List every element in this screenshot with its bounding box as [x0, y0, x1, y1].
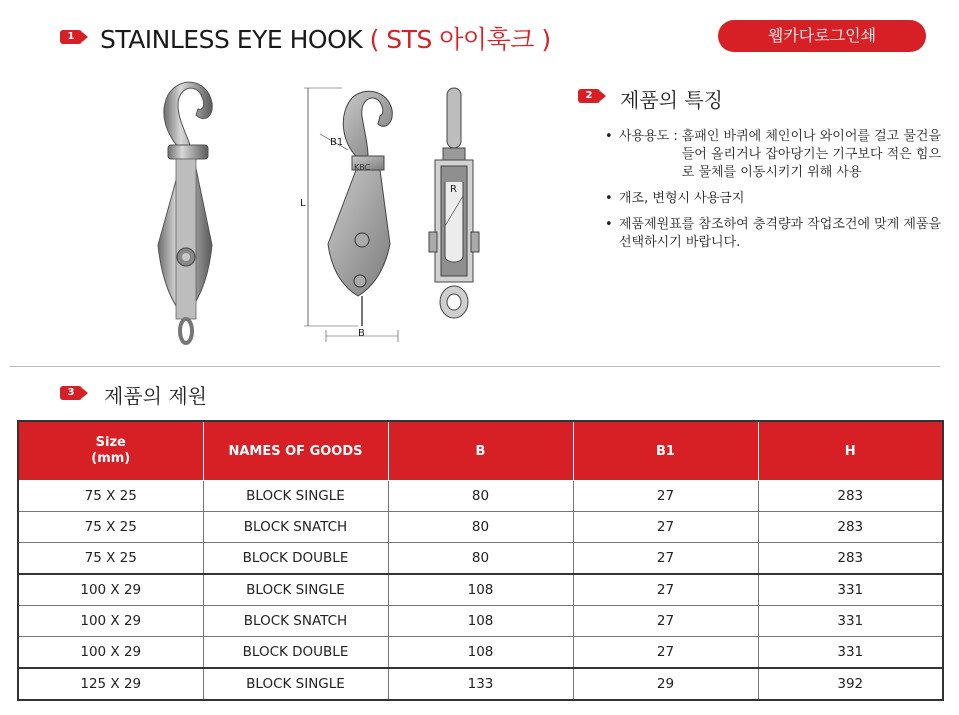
- cell-size: 75 X 25: [18, 481, 203, 512]
- cell-name: BLOCK DOUBLE: [203, 637, 388, 669]
- col-h: H: [758, 421, 943, 481]
- plate-marking: KBC: [354, 163, 371, 172]
- table-row: [18, 574, 943, 606]
- cell-h: 331: [758, 574, 943, 606]
- cell-b: 80: [388, 543, 573, 575]
- cell-b: 108: [388, 574, 573, 606]
- cell-size: 100 X 29: [18, 637, 203, 669]
- cell-b: 80: [388, 512, 573, 543]
- side-view-drawing: [298, 84, 408, 349]
- table-row: [18, 512, 943, 543]
- section-badge-2: 2: [578, 89, 600, 103]
- cell-h: 392: [758, 668, 943, 700]
- cell-size: 75 X 25: [18, 512, 203, 543]
- web-catalog-print-button[interactable]: 웹카다로그인쇄: [718, 20, 926, 52]
- r-dimension-label: R: [450, 184, 457, 195]
- cell-size: 100 X 29: [18, 574, 203, 606]
- product-photo: [138, 75, 228, 355]
- section-divider: [10, 366, 940, 367]
- cell-b1: 27: [573, 543, 758, 575]
- table-row: [18, 637, 943, 669]
- cell-h: 331: [758, 606, 943, 637]
- title-text: STAINLESS EYE HOOK: [100, 25, 363, 54]
- page-title: [100, 20, 551, 56]
- cell-b: 108: [388, 606, 573, 637]
- table-row: [18, 668, 943, 700]
- col-size: Size (mm): [18, 421, 203, 481]
- spec-heading: 제품의 제원: [104, 384, 207, 408]
- table-row: [18, 543, 943, 575]
- cell-b1: 27: [573, 512, 758, 543]
- cell-b1: 29: [573, 668, 758, 700]
- feature-usage: [605, 128, 945, 182]
- cell-name: BLOCK SINGLE: [203, 668, 388, 700]
- table-header-row: [18, 421, 943, 481]
- cell-b: 133: [388, 668, 573, 700]
- section-badge-1: 1: [60, 30, 82, 44]
- l-dimension-label: L: [300, 198, 306, 209]
- features-list: [605, 128, 945, 260]
- title-korean: ( STS 아이훅크 ): [369, 25, 551, 54]
- col-b1: B1: [573, 421, 758, 481]
- col-b: B: [388, 421, 573, 481]
- table-row: [18, 481, 943, 512]
- cell-h: 283: [758, 481, 943, 512]
- feature-selection-guide: • 제품제원표를 참조하여 충격량과 작업조건에 맞게 제품을 선택하시기 바랍니다.: [605, 216, 945, 252]
- col-names-of-goods: NAMES OF GOODS: [203, 421, 388, 481]
- cell-size: 75 X 25: [18, 543, 203, 575]
- spec-table: [17, 420, 944, 701]
- cell-h: 331: [758, 637, 943, 669]
- cell-size: 125 X 29: [18, 668, 203, 700]
- usage-label: • 사용용도 :: [619, 129, 678, 144]
- cell-size: 100 X 29: [18, 606, 203, 637]
- usage-text: 홈패인 바퀴에 체인이나 와이어를 걸고 물건을 들어 올리거나 잡아당기는 기구보다 적은 힘으로 물체를 이동시키기 위해 사용: [681, 129, 942, 180]
- feature-no-modification: • 개조, 변형시 사용금지: [605, 190, 945, 208]
- cell-name: BLOCK DOUBLE: [203, 543, 388, 575]
- b1-dimension-label: B1: [330, 137, 344, 148]
- features-heading: 제품의 특징: [620, 88, 723, 112]
- cell-b1: 27: [573, 637, 758, 669]
- cell-name: BLOCK SNATCH: [203, 606, 388, 637]
- table-row: [18, 606, 943, 637]
- cell-b1: 27: [573, 606, 758, 637]
- section-badge-3: 3: [60, 386, 82, 400]
- cell-h: 283: [758, 543, 943, 575]
- cell-b1: 27: [573, 481, 758, 512]
- cell-b: 80: [388, 481, 573, 512]
- cell-name: BLOCK SINGLE: [203, 481, 388, 512]
- front-view-drawing: [425, 86, 485, 326]
- cell-b1: 27: [573, 574, 758, 606]
- cell-name: BLOCK SINGLE: [203, 574, 388, 606]
- cell-h: 283: [758, 512, 943, 543]
- cell-name: BLOCK SNATCH: [203, 512, 388, 543]
- cell-b: 108: [388, 637, 573, 669]
- b-dimension-label: B: [358, 328, 365, 339]
